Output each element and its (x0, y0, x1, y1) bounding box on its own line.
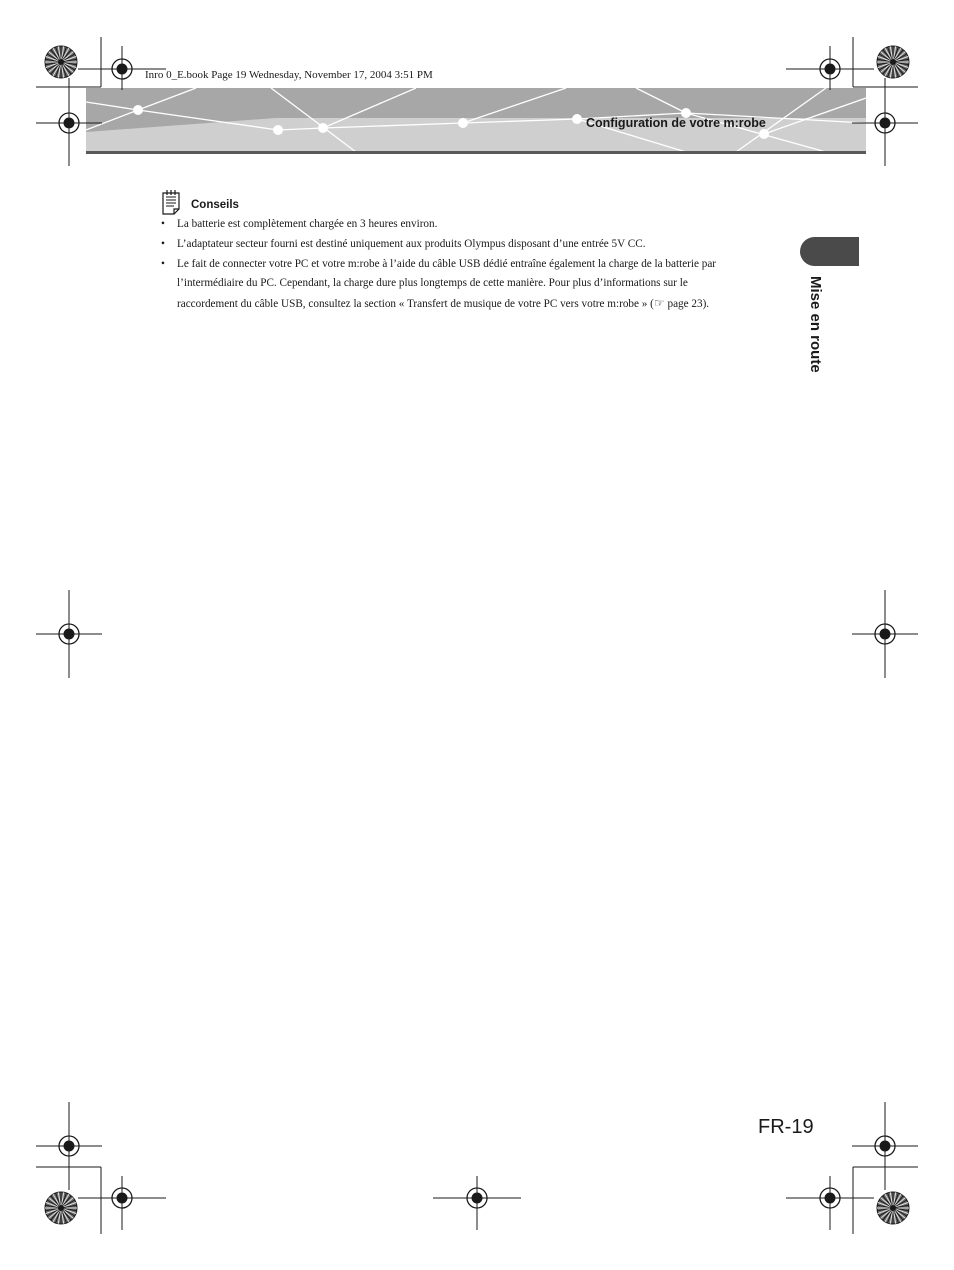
bullet: • (161, 218, 165, 230)
registration-mark-icon (786, 1176, 874, 1230)
starburst-mark-icon (44, 45, 78, 79)
registration-mark-icon (36, 78, 102, 166)
registration-mark-icon (852, 78, 918, 166)
tip-text: La batterie est complètement chargée en 3 heures environ. (177, 218, 438, 230)
bullet: • (161, 257, 165, 270)
registration-mark-icon (36, 590, 102, 678)
side-tab-label-text: Mise en route (807, 276, 824, 373)
registration-mark-icon (78, 1176, 166, 1230)
starburst-mark-icon (876, 45, 910, 79)
page-number: FR-19 (758, 1116, 814, 1138)
page-reference: page 23). (664, 298, 710, 311)
registration-mark-icon (433, 1176, 521, 1230)
tip-text-line: raccordement du câble USB, consultez la section « Transfert de musique de votre PC vers votre m:robe » ( (177, 298, 654, 311)
tips-heading: Conseils (191, 199, 239, 211)
tip-text: L’adaptateur secteur fourni est destiné uniquement aux produits Olympus disposant d’une entrée 5V CC. (177, 237, 646, 250)
pointing-hand-icon: ☞ (653, 296, 665, 311)
bullet: • (161, 237, 165, 250)
tip-text-line: Le fait de connecter votre PC et votre m:robe à l’aide du câble USB dédié entraîne également la charge de la batterie par (177, 257, 717, 270)
starburst-mark-icon (44, 1191, 78, 1225)
tip-text-line: l’intermédiaire du PC. Cependant, la charge dure plus longtemps de cette manière. Pour plus d’informations sur le (177, 277, 688, 290)
starburst-mark-icon (876, 1191, 910, 1225)
print-slug: Inro 0_E.book Page 19 Wednesday, November 17, 2004 3:51 PM (145, 69, 433, 81)
section-title: Configuration de votre m:robe (586, 116, 766, 130)
registration-mark-icon (852, 590, 918, 678)
